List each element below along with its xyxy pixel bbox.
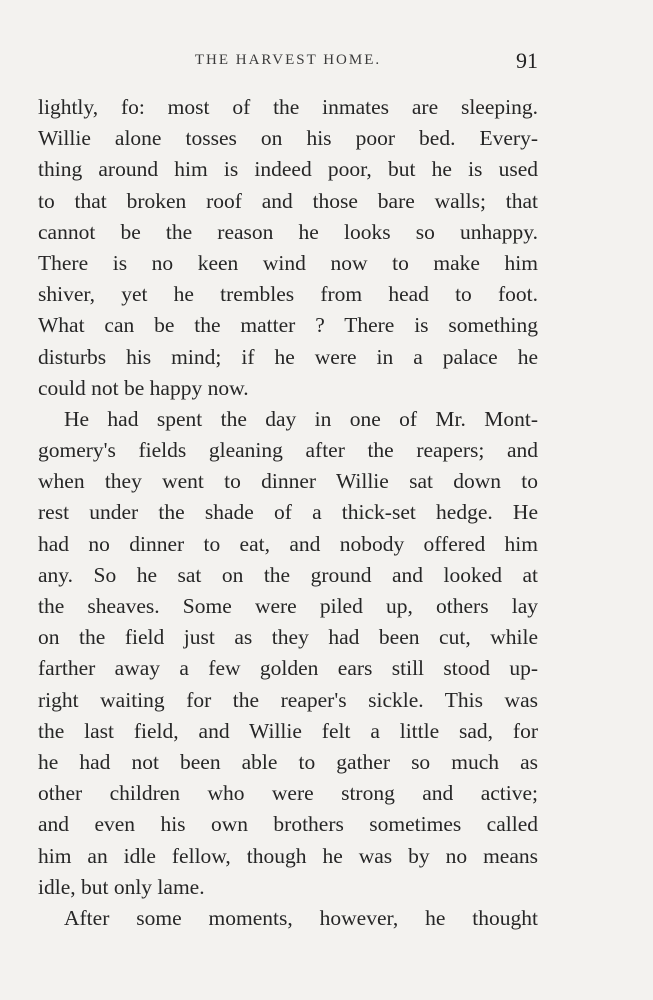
text-line: could not be happy now. [38, 375, 249, 400]
page-header [38, 48, 538, 76]
text-line: gomery's fields gleaning after the reapers; and [38, 438, 538, 463]
page-number: 91 [516, 48, 538, 73]
text-line: the sheaves. Some were piled up, others lay [38, 594, 538, 618]
text-line: when they went to dinner Willie sat down to [38, 469, 538, 494]
text-line: had no dinner to eat, and nobody offered him [38, 531, 538, 556]
text-line: right waiting for the reaper's sickle. This was [38, 687, 538, 712]
text-line: What can be the matter ? There is something [38, 313, 538, 338]
text-line: the last field, and Willie felt a little sad, for [38, 718, 538, 743]
text-line: to that broken roof and those bare walls; that [38, 188, 538, 213]
text-line: idle, but only lame. [38, 874, 205, 899]
text-line: cannot be the reason he looks so unhappy. [38, 219, 538, 244]
text-line: After some moments, however, he thought [64, 905, 538, 930]
text-line: There is no keen wind now to make him [38, 250, 538, 275]
text-line: him an idle fellow, though he was by no means [38, 843, 538, 868]
running-title: THE HARVEST HOME. [194, 52, 382, 68]
text-line: shiver, yet he trembles from head to foot. [38, 282, 538, 307]
text-line: disturbs his mind; if he were in a palace he [38, 344, 538, 369]
text-line: lightly, fo: most of the inmates are sleeping. [38, 95, 538, 119]
text-line: He had spent the day in one of Mr. Mont- [64, 406, 538, 431]
text-line: and even his own brothers sometimes called [38, 812, 538, 837]
text-line: Willie alone tosses on his poor bed. Every- [38, 126, 538, 151]
text-line: thing around him is indeed poor, but he is used [38, 157, 538, 182]
text-line: farther away a few golden ears still stood up- [38, 656, 538, 681]
text-line: he had not been able to gather so much as [38, 749, 538, 774]
text-line: other children who were strong and active; [38, 781, 538, 806]
text-line: rest under the shade of a thick-set hedge. He [38, 500, 538, 525]
body-text [38, 92, 538, 934]
text-line: on the field just as they had been cut, while [38, 625, 538, 650]
text-line: any. So he sat on the ground and looked at [38, 562, 538, 587]
